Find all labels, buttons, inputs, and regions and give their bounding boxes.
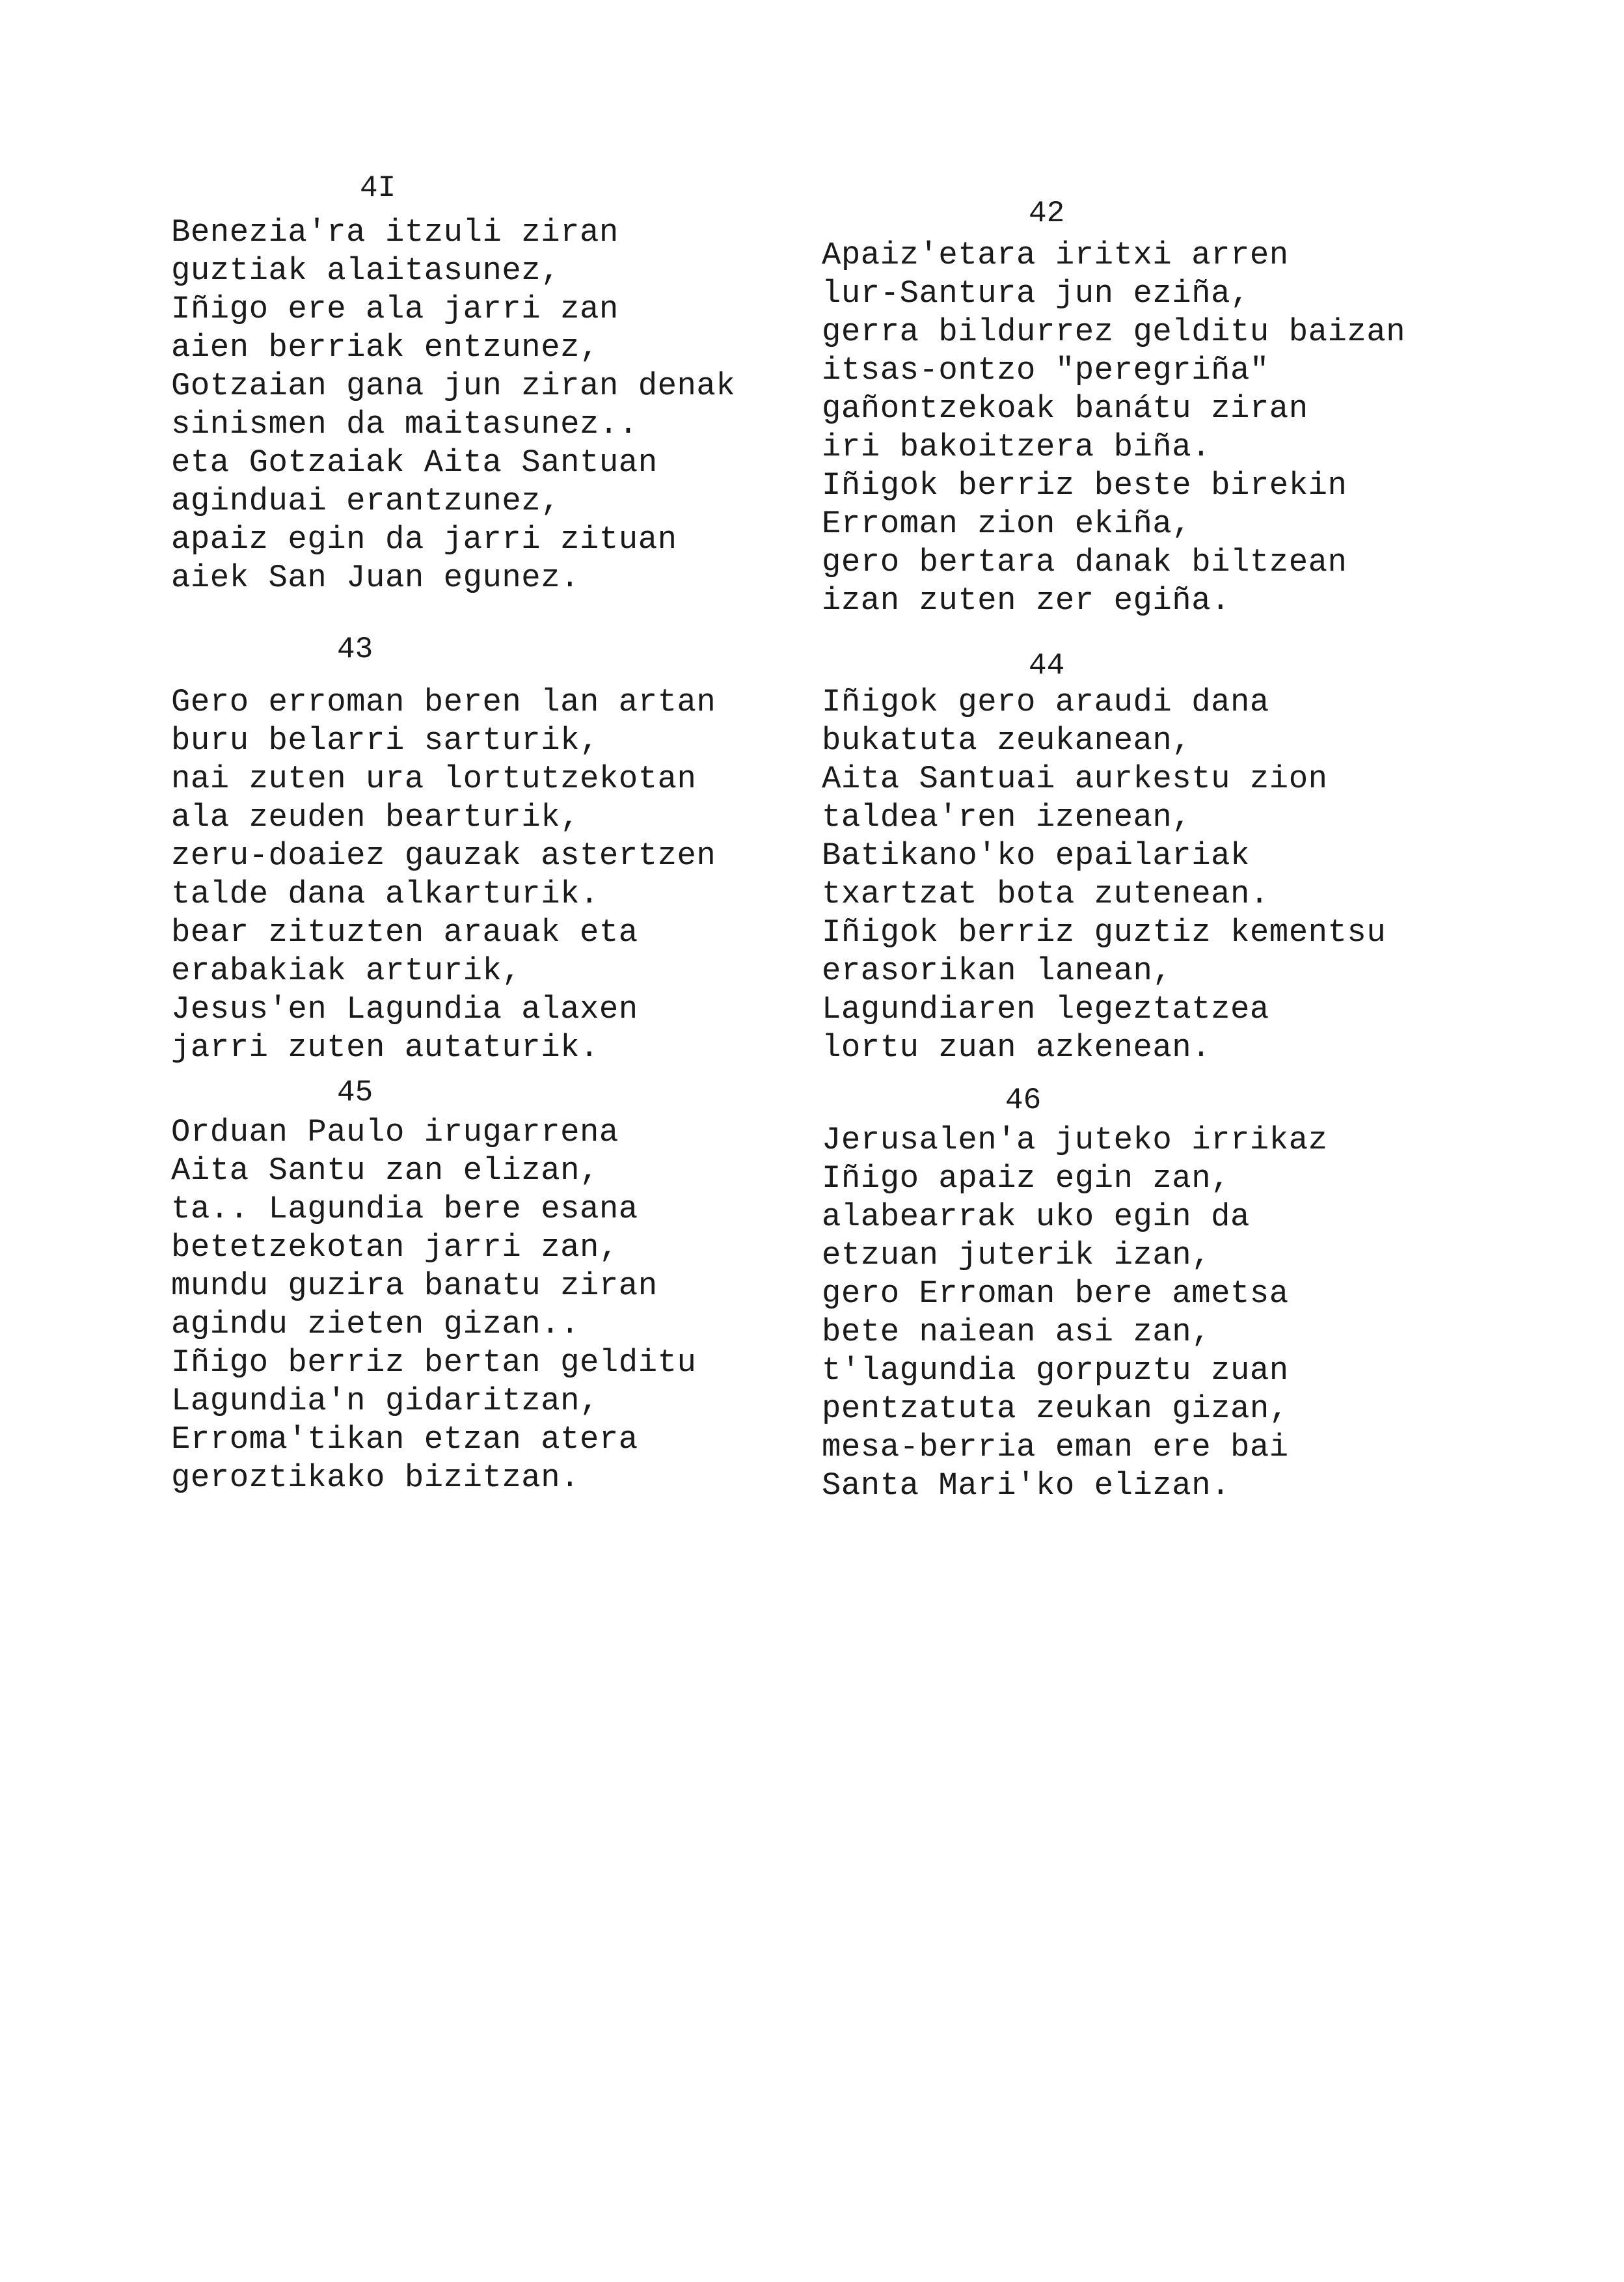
stanza-lines bbox=[171, 213, 735, 597]
verse-line: Lagundia'n gidaritzan, bbox=[171, 1383, 599, 1419]
verse-line: mundu guzira banatu ziran bbox=[171, 1268, 658, 1304]
verse-line: lortu zuan azkenean. bbox=[822, 1029, 1211, 1066]
stanza-number: 43 bbox=[337, 632, 373, 666]
verse-line: ta.. Lagundia bere esana bbox=[171, 1191, 638, 1227]
verse-line: itsas-ontzo "peregriña" bbox=[822, 352, 1269, 388]
stanza-number: 45 bbox=[337, 1076, 373, 1109]
verse-line: buru belarri sarturik, bbox=[171, 722, 599, 759]
verse-line: Benezia'ra itzuli ziran bbox=[171, 214, 619, 251]
verse-line: Jerusalen'a juteko irrikaz bbox=[822, 1122, 1328, 1158]
verse-line: zeru-doaiez gauzak astertzen bbox=[171, 837, 716, 874]
verse-line: t'lagundia gorpuztu zuan bbox=[822, 1352, 1289, 1389]
stanza-number: 46 bbox=[1005, 1083, 1042, 1117]
stanza-lines bbox=[171, 1113, 696, 1497]
verse-line: aiek San Juan egunez. bbox=[171, 560, 580, 596]
verse-line: Aita Santu zan elizan, bbox=[171, 1152, 599, 1189]
stanza-number: 4I bbox=[360, 171, 396, 205]
verse-line: iri bakoitzera biña. bbox=[822, 429, 1211, 465]
verse-line: agindu zieten gizan.. bbox=[171, 1306, 580, 1342]
verse-line: gero bertara danak biltzean bbox=[822, 544, 1347, 580]
verse-line: Batikano'ko epailariak bbox=[822, 837, 1250, 874]
verse-line: mesa-berria eman ere bai bbox=[822, 1429, 1289, 1465]
verse-line: Orduan Paulo irugarrena bbox=[171, 1114, 619, 1150]
verse-line: txartzat bota zutenean. bbox=[822, 876, 1269, 912]
verse-line: taldea'ren izenean, bbox=[822, 799, 1192, 835]
verse-line: Iñigo apaiz egin zan, bbox=[822, 1160, 1231, 1197]
verse-line: bukatuta zeukanean, bbox=[822, 722, 1192, 759]
verse-line: nai zuten ura lortutzekotan bbox=[171, 761, 697, 797]
verse-line: Jesus'en Lagundia alaxen bbox=[171, 991, 638, 1027]
verse-line: Gero erroman beren lan artan bbox=[171, 684, 716, 720]
verse-line: gero Erroman bere ametsa bbox=[822, 1275, 1289, 1312]
stanza-lines bbox=[822, 1121, 1328, 1505]
verse-line: jarri zuten autaturik. bbox=[171, 1029, 599, 1066]
verse-line: Apaiz'etara iritxi arren bbox=[822, 237, 1289, 273]
verse-line: alabearrak uko egin da bbox=[822, 1199, 1250, 1235]
verse-line: gerra bildurrez gelditu baizan bbox=[822, 314, 1406, 350]
verse-line: erabakiak arturik, bbox=[171, 953, 522, 989]
verse-line: apaiz egin da jarri zituan bbox=[171, 521, 677, 558]
verse-line: geroztikako bizitzan. bbox=[171, 1460, 580, 1496]
verse-line: Gotzaian gana jun ziran denak bbox=[171, 368, 736, 404]
verse-line: Lagundiaren legeztatzea bbox=[822, 991, 1269, 1027]
verse-line: Erroman zion ekiña, bbox=[822, 506, 1192, 542]
verse-line: Erroma'tikan etzan atera bbox=[171, 1421, 638, 1458]
verse-line: Iñigok gero araudi dana bbox=[822, 684, 1269, 720]
verse-line: eta Gotzaiak Aita Santuan bbox=[171, 444, 658, 481]
verse-line: aien berriak entzunez, bbox=[171, 329, 599, 366]
verse-line: ala zeuden bearturik, bbox=[171, 799, 580, 835]
verse-line: Iñigok berriz guztiz kementsu bbox=[822, 914, 1387, 951]
verse-line: betetzekotan jarri zan, bbox=[171, 1229, 619, 1266]
verse-line: izan zuten zer egiña. bbox=[822, 582, 1231, 619]
verse-line: bear zituzten arauak eta bbox=[171, 914, 638, 951]
verse-line: agindua‌i erantzunez, bbox=[171, 483, 561, 519]
verse-line: talde dana alkarturik. bbox=[171, 876, 599, 912]
stanza-lines bbox=[822, 236, 1405, 620]
stanza-number: 42 bbox=[1029, 197, 1065, 230]
verse-line: Aita Santuai aurkestu zion bbox=[822, 761, 1328, 797]
verse-line: Iñigok berriz beste birekin bbox=[822, 467, 1347, 504]
stanza-number: 44 bbox=[1029, 649, 1065, 683]
verse-line: bete naiean asi zan, bbox=[822, 1314, 1211, 1350]
verse-line: gañontzekoak banátu ziran bbox=[822, 390, 1308, 427]
stanza-lines bbox=[171, 683, 716, 1067]
verse-line: erasorikan lanean, bbox=[822, 953, 1172, 989]
verse-line: guztiak alaitasunez, bbox=[171, 252, 561, 289]
verse-line: Iñigo ere ala jarri zan bbox=[171, 291, 619, 327]
verse-line: etzuan juterik izan, bbox=[822, 1237, 1211, 1273]
verse-line: Iñigo berriz bertan gelditu bbox=[171, 1344, 697, 1381]
verse-line: sinismen da maitasunez.. bbox=[171, 406, 638, 442]
stanza-lines bbox=[822, 683, 1386, 1067]
verse-line: lur-Santura jun eziña, bbox=[822, 275, 1250, 312]
verse-line: pentzatuta zeukan gizan, bbox=[822, 1391, 1289, 1427]
verse-line: Santa Mari'ko elizan. bbox=[822, 1467, 1231, 1504]
